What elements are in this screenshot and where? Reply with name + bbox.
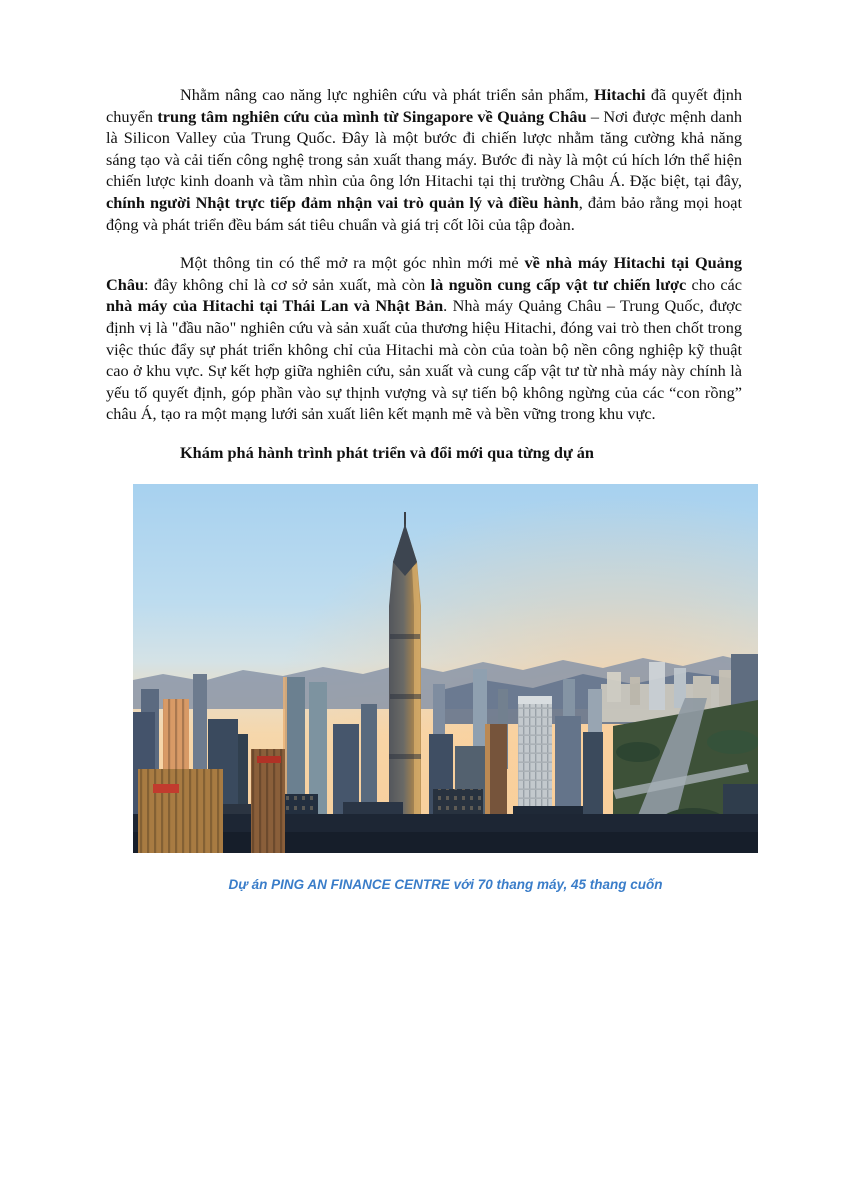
document-paragraphs — [106, 84, 742, 464]
photo-caption: Dự án PING AN FINANCE CENTRE với 70 thang máy, 45 thang cuốn — [228, 876, 663, 892]
skyline-photo — [133, 484, 758, 892]
body-paragraph: Nhằm nâng cao năng lực nghiên cứu và phát triển sản phẩm, Hitachi đã quyết định chuyển trung tâm nghiên cứu của mình từ Singapore về Quảng Châu – Nơi được mệnh danh là Silicon Valley của Trung Quốc. Đây là một bước đi chiến lược nhằm tăng cường khả năng sáng tạo và cải tiến công nghệ trong sản xuất thang máy. Bước đi này là một cú hích lớn thể hiện chiến lược kinh doanh và tầm nhìn của ông lớn Hitachi tại thị trường Châu Á. Đặc biệt, tại đây, chính người Nhật trực tiếp đảm nhận vai trò quản lý và điều hành, đảm bảo rằng mọi hoạt động và phát triển đều bám sát tiêu chuẩn và giá trị cốt lõi của tập đoàn. — [106, 85, 743, 234]
skyline-photo-art — [133, 484, 758, 853]
pingan-tower — [389, 512, 421, 853]
body-paragraph: Một thông tin có thể mở ra một góc nhìn mới mẻ về nhà máy Hitachi tại Quảng Châu: đây không chỉ là cơ sở sản xuất, mà còn là nguồn cung cấp vật tư chiến lược cho các nhà máy của Hitachi tại Thái Lan và Nhật Bản. Nhà máy Quảng Châu – Trung Quốc, được định vị là "đầu não" nghiên cứu và sản xuất của thương hiệu Hitachi, đóng vai trò then chốt trong việc thúc đẩy sự phát triển không chỉ của Hitachi mà còn của toàn bộ nền công nghiệp kỹ thuật cao ở khu vực. Sự kết hợp giữa nghiên cứu, sản xuất và cung cấp vật tư từ nhà máy này chính là yếu tố quyết định, góp phần vào sự thịnh vượng và sự tiến bộ không ngừng của các “con rồng” châu Á, tạo ra một mạng lưới sản xuất liên kết mạnh mẽ và bền vững trong khu vực. — [106, 253, 743, 424]
section-heading: Khám phá hành trình phát triển và đổi mới qua từng dự án — [180, 442, 594, 462]
